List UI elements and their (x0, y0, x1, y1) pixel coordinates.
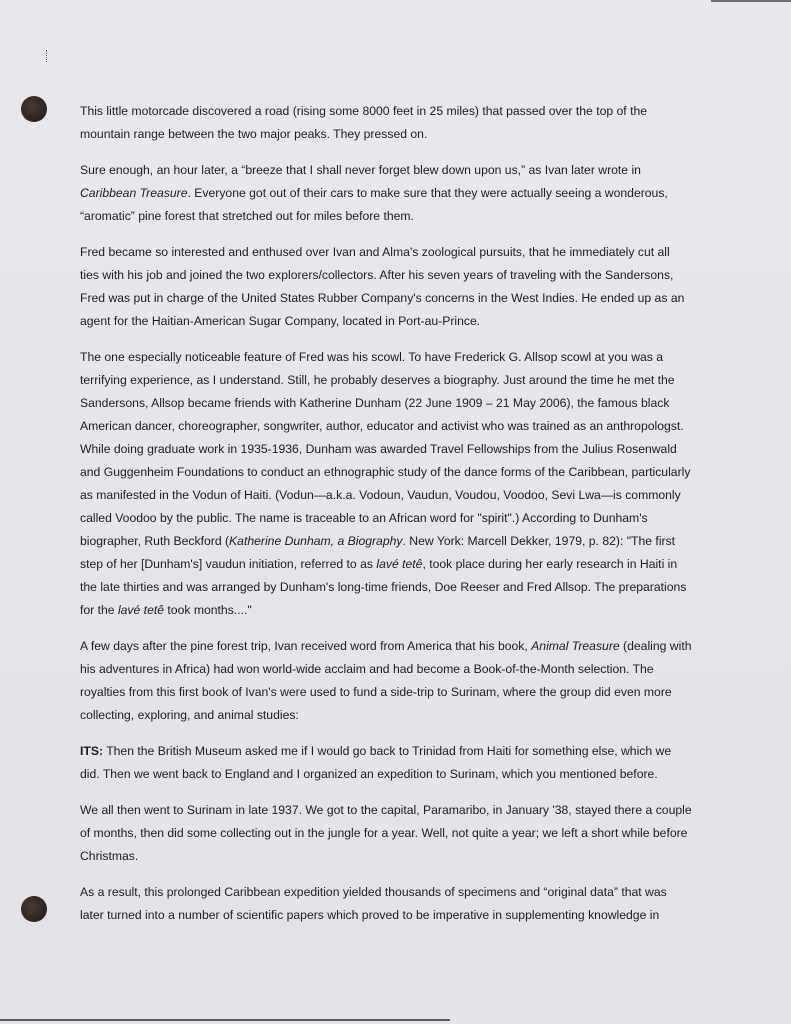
paragraph-5-text-a: A few days after the pine forest trip, Ivan received word from America that his book, (80, 639, 532, 653)
paragraph-2-text-b: . Everyone got out of their cars to make sure that they were actually seeing a wonderous, “aromatic” pine forest that stretched out for miles before them. (80, 186, 668, 223)
book-title-dunham-biography: Katherine Dunham, a Biography (229, 534, 403, 548)
paragraph-3 (80, 241, 692, 333)
paragraph-5 (80, 635, 692, 727)
paragraph-4-text-a: The one especially noticeable feature of Fred was his scowl. To have Frederick G. Allsop scowl at you was a terrifying experience, as I understand. Still, he probably deserves a biography. Just around the time he met the Sandersons, Allsop became friends with Katherine Dunham (22 June 1909 – 21 May 2006), the famous black American dancer, choreographer, songwriter, author, educator and activist who was trained as an anthropologst. While doing graduate work in 1935-1936, Dunham was awarded Travel Fellowships from the Julius Rosenwald and Guggenheim Foundations to conduct an ethnographic study of the dance forms of the Caribbean, particularly as manifested in the Vodun of Haiti. (Vodun—a.k.a. Vodoun, Vaudun, Voudou, Voodoo, Sevi Lwa—is commonly called Voodoo by the public. The name is traceable to an African word for "spirit".) According to Dunham's biographer, Ruth Beckford ( (80, 350, 691, 548)
interview-speaker-label: ITS: (80, 744, 104, 758)
paragraph-8-text: As a result, this prolonged Caribbean expedition yielded thousands of specimens and “original data” that was later turned into a number of scientific papers which proved to be imperative in supplementing knowledge in (80, 885, 667, 922)
term-lave-tete-1: lavé tetê (376, 557, 423, 571)
paragraph-3-text: Fred became so interested and enthused over Ivan and Alma's zoological pursuits, that he immediately cut all ties with his job and joined the two explorers/collectors. After his seven years of traveling with the Sandersons, Fred was put in charge of the United States Rubber Company's concerns in the West Indies. He ended up as an agent for the Haitian-American Sugar Company, located in Port-au-Prince. (80, 245, 685, 328)
scan-edge-line (711, 0, 791, 2)
paragraph-4-text-c: , took place during her early research in Haiti in the late thirties and was arranged by Dunham's long-time friends, Doe Reeser and Fred Allsop. The preparations for the (80, 557, 687, 617)
paragraph-1 (80, 100, 692, 146)
paragraph-2 (80, 159, 692, 228)
paragraph-6-text: Then the British Museum asked me if I would go back to Trinidad from Haiti for something else, which we did. Then we went back to England and I organized an expedition to Surinam, which you mentioned before. (80, 744, 672, 781)
punch-hole-top (21, 96, 47, 122)
paragraph-2-text-a: Sure enough, an hour later, a “breeze that I shall never forget blew down upon us,” as Ivan later wrote in (80, 163, 641, 177)
scan-mark (46, 50, 49, 62)
paragraph-1-text: This little motorcade discovered a road (rising some 8000 feet in 25 miles) that passed over the top of the mountain range between the two major peaks. They pressed on. (80, 104, 648, 141)
paragraph-8 (80, 881, 692, 927)
paragraph-7 (80, 799, 692, 868)
paragraph-6 (80, 740, 692, 786)
punch-hole-bottom (21, 896, 47, 922)
paragraph-4-text-d: took months...." (164, 603, 252, 617)
paragraph-5-text-b: (dealing with his adventures in Africa) had won world-wide acclaim and had become a Book-of-the-Month selection. The royalties from this first book of Ivan's were used to fund a side-trip to Surinam, where the group did even more collecting, exploring, and animal studies: (80, 639, 692, 722)
book-title-caribbean-treasure: Caribbean Treasure (80, 186, 188, 200)
paragraph-4-text-b: . New York: Marcell Dekker, 1979, p. 82): "The first step of her [Dunham's] vaudun initiation, referred to as (80, 534, 676, 571)
book-title-animal-treasure: Animal Treasure (531, 639, 620, 653)
term-lave-tete-2: lavé tetê (117, 603, 165, 617)
paragraph-4 (80, 346, 692, 622)
scan-bottom-line (0, 1019, 450, 1021)
body-text (80, 100, 692, 927)
paragraph-7-text: We all then went to Surinam in late 1937. We got to the capital, Paramaribo, in January '38, stayed there a couple of months, then did some collecting out in the jungle for a year. Well, not quite a year; we left a short while before Christmas. (80, 803, 692, 863)
